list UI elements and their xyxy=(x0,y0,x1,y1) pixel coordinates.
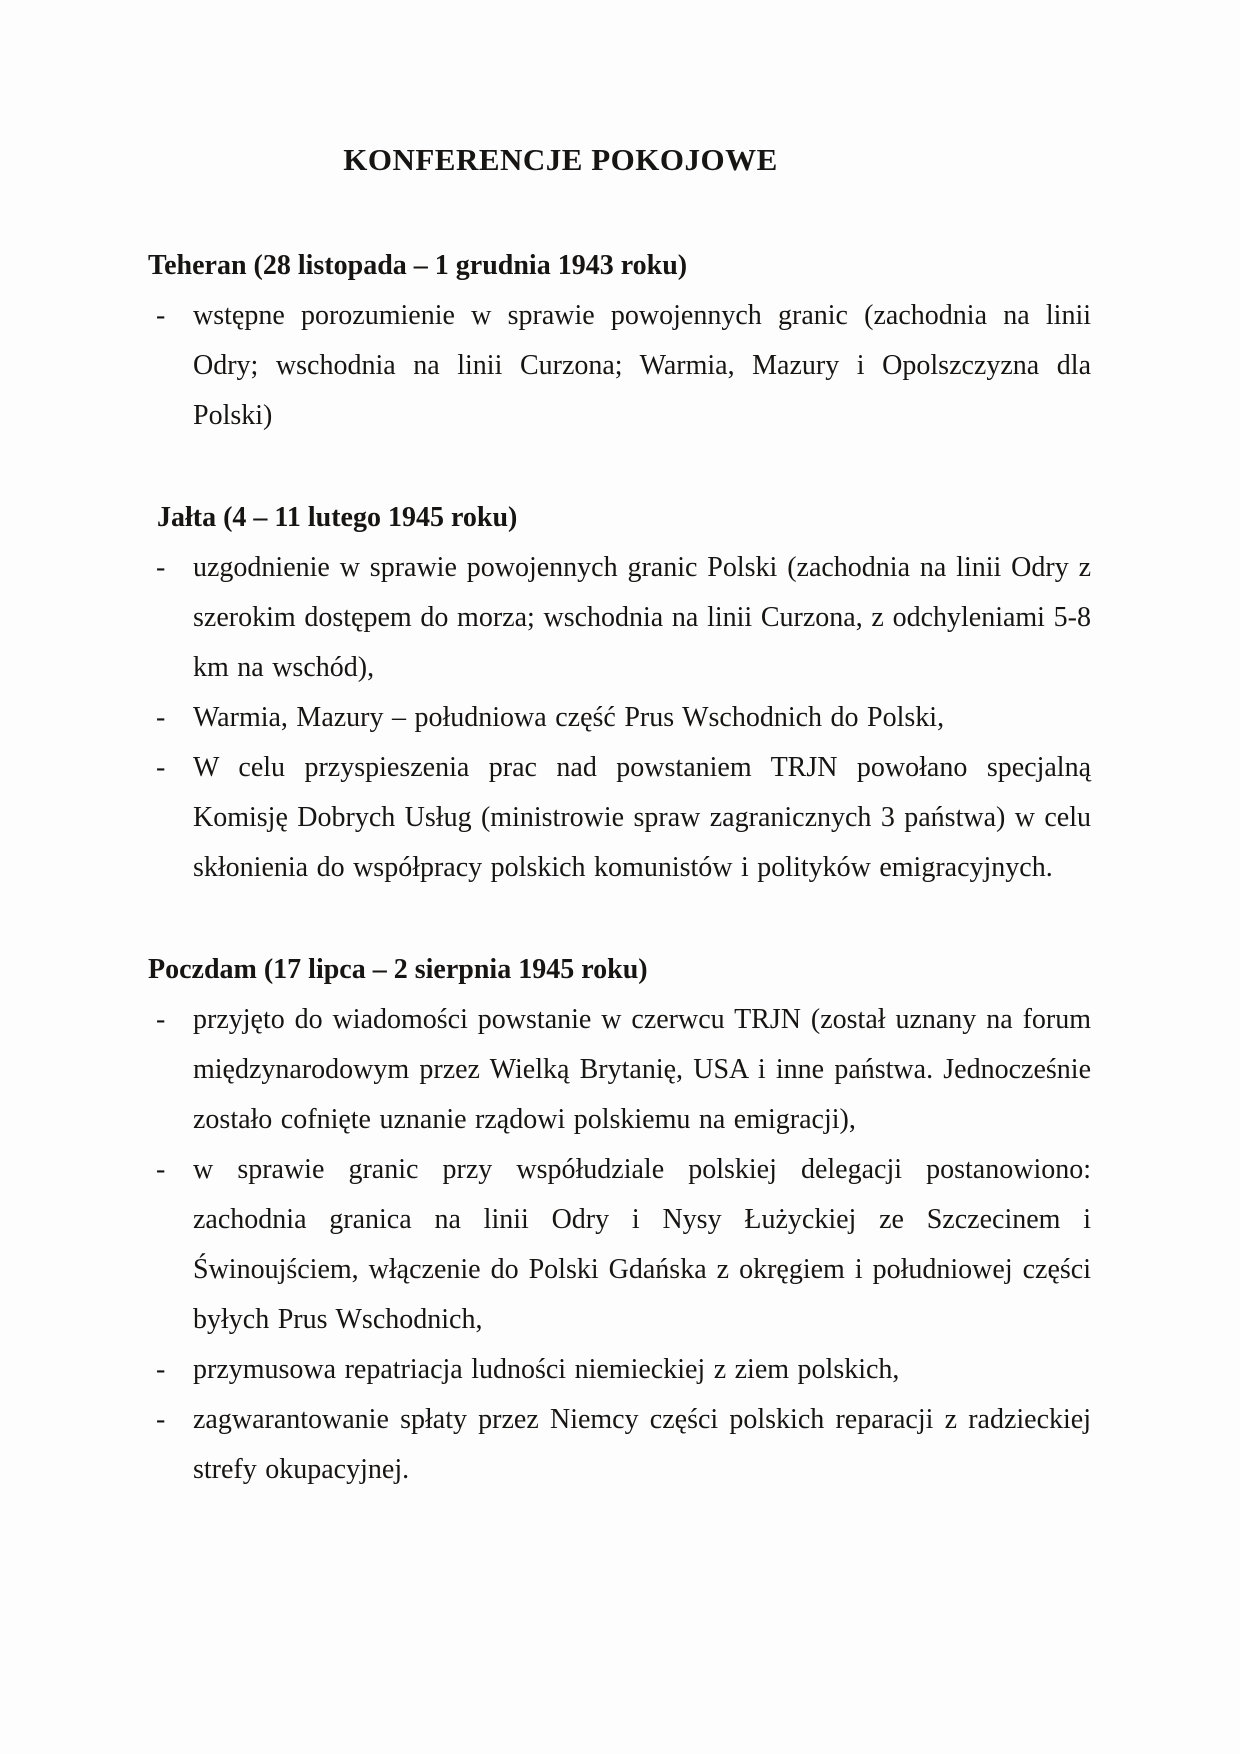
bullet-text: uzgodnienie w sprawie powojennych granic Polski (zachodnia na linii Odry z szerokim dostępem do morza; wschodnia na linii Curzona, z odchyleniami 5-8 km na wschód), xyxy=(193,552,1091,683)
list-item xyxy=(148,693,1091,743)
list-item xyxy=(148,743,1091,893)
bullet-dash: - xyxy=(156,1404,166,1435)
bullet-dash: - xyxy=(156,1154,166,1185)
bullet-list-poczdam xyxy=(148,995,1091,1495)
section-heading-teheran: Teheran (28 listopada – 1 grudnia 1943 roku) xyxy=(148,250,688,281)
bullet-text: zagwarantowanie spłaty przez Niemcy części polskich reparacji z radzieckiej strefy okupacyjnej. xyxy=(193,1404,1091,1485)
bullet-list-teheran xyxy=(148,291,1091,441)
section-jalta xyxy=(148,493,1091,893)
section-poczdam xyxy=(148,945,1091,1495)
document-title: KONFERENCJE POKOJOWE xyxy=(343,142,778,177)
list-item xyxy=(148,995,1091,1145)
list-item xyxy=(148,1145,1091,1345)
list-item xyxy=(148,1395,1091,1495)
bullet-dash: - xyxy=(156,1354,166,1385)
list-item xyxy=(148,1345,1091,1395)
document-page xyxy=(148,135,1091,1495)
bullet-dash: - xyxy=(156,300,166,331)
bullet-text: w sprawie granic przy współudziale polskiej delegacji postanowiono: zachodnia granica na linii Odry i Nysy Łużyckiej ze Szczecinem i Świnoujściem, włączenie do Polski Gdańska z okręgiem i południowej części byłych Prus Wschodnich, xyxy=(193,1154,1091,1335)
bullet-text: przyjęto do wiadomości powstanie w czerwcu TRJN (został uznany na forum międzynarodowym przez Wielką Brytanię, USA i inne państwa. Jednocześnie zostało cofnięte uznanie rządowi polskiemu na emigracji), xyxy=(193,1004,1091,1135)
bullet-dash: - xyxy=(156,752,166,783)
bullet-text: przymusowa repatriacja ludności niemieckiej z ziem polskich, xyxy=(193,1354,900,1385)
bullet-dash: - xyxy=(156,702,166,733)
list-item xyxy=(148,291,1091,441)
section-teheran xyxy=(148,241,1091,441)
bullet-text: W celu przyspieszenia prac nad powstaniem TRJN powołano specjalną Komisję Dobrych Usług (ministrowie spraw zagranicznych 3 państwa) w celu skłonienia do współpracy polskich komunistów i polityków emigracyjnych. xyxy=(193,752,1091,883)
list-item xyxy=(148,543,1091,693)
section-heading-poczdam: Poczdam (17 lipca – 2 sierpnia 1945 roku) xyxy=(148,954,648,985)
bullet-list-jalta xyxy=(148,543,1091,893)
section-heading-jalta: Jałta (4 – 11 lutego 1945 roku) xyxy=(157,502,518,533)
bullet-text: wstępne porozumienie w sprawie powojennych granic (zachodnia na linii Odry; wschodnia na linii Curzona; Warmia, Mazury i Opolszczyzna dla Polski) xyxy=(193,300,1091,431)
bullet-text: Warmia, Mazury – południowa część Prus Wschodnich do Polski, xyxy=(193,702,945,733)
bullet-dash: - xyxy=(156,1004,166,1035)
bullet-dash: - xyxy=(156,552,166,583)
